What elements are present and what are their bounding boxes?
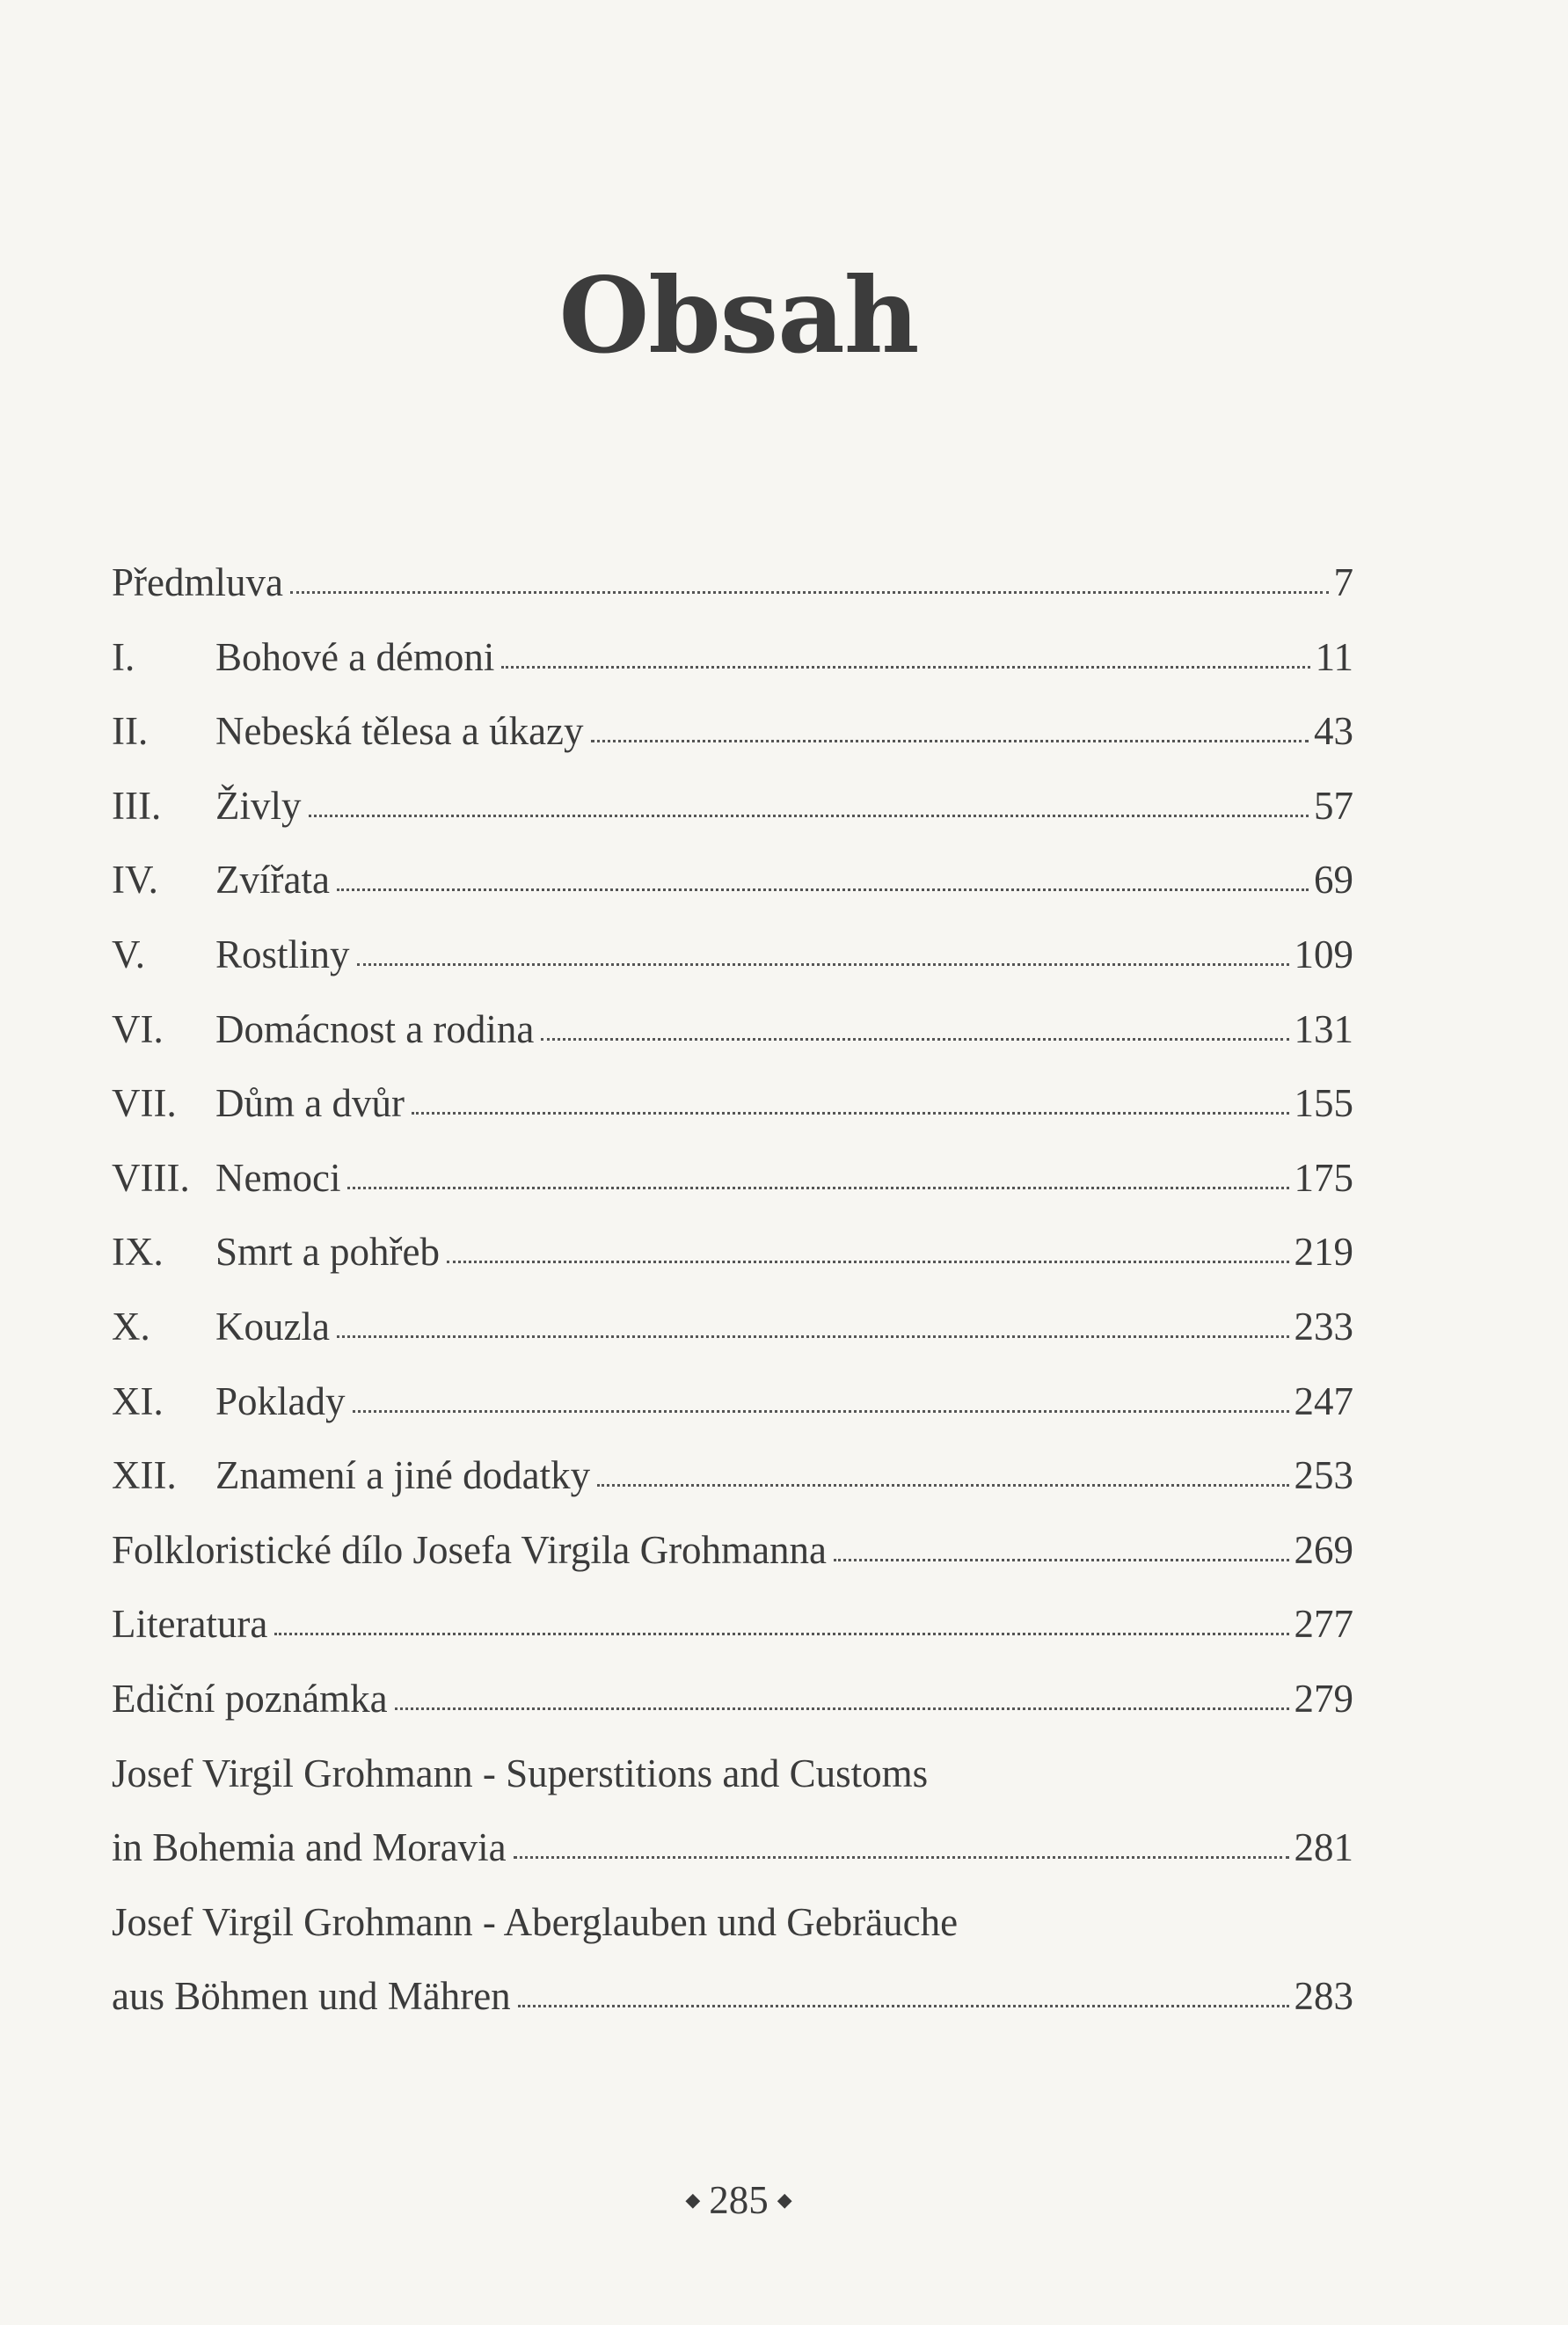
toc-entry [112, 709, 1353, 786]
chapter-number: IV. [112, 858, 158, 903]
toc-entry [112, 1304, 1353, 1382]
page-number-ref: 281 [1294, 1825, 1353, 1870]
page-number-ref: 131 [1294, 1006, 1353, 1051]
page-number-ref: 247 [1294, 1378, 1353, 1423]
page-number-ref: 277 [1294, 1602, 1353, 1647]
chapter-title: Literatura [112, 1602, 268, 1647]
toc-entry [112, 1825, 1353, 1903]
chapter-title: Nebeská tělesa a úkazy [215, 709, 584, 754]
page-title: Obsah [558, 254, 919, 377]
chapter-title: Ediční poznámka [112, 1676, 388, 1721]
page-number-ref: 43 [1314, 709, 1353, 754]
dot-leader [541, 1037, 1288, 1041]
chapter-number: XI. [112, 1378, 164, 1423]
page-number-ref: 219 [1294, 1230, 1353, 1275]
chapter-number: VII. [112, 1081, 177, 1126]
chapter-title: Bohové a démoni [215, 634, 495, 679]
dot-leader [274, 1632, 1288, 1635]
chapter-title: aus Böhmen und Mähren [112, 1974, 511, 2019]
toc-entry [112, 1602, 1353, 1679]
toc-entry [112, 1155, 1353, 1233]
dot-leader [337, 1334, 1289, 1338]
chapter-title: Předmluva [112, 560, 283, 604]
dot-leader [353, 1409, 1289, 1413]
page-number-ref: 57 [1314, 783, 1353, 828]
page-number-ref: 233 [1294, 1304, 1353, 1349]
dot-leader [514, 1855, 1289, 1859]
chapter-number: IX. [112, 1230, 164, 1275]
page-number-ref: 269 [1294, 1527, 1353, 1572]
dot-leader [395, 1707, 1289, 1710]
dot-leader [357, 962, 1289, 966]
chapter-number: VI. [112, 1006, 164, 1051]
chapter-title: Kouzla [215, 1304, 330, 1349]
diamond-ornament-right: ◆ [777, 2189, 792, 2211]
dot-leader [309, 814, 1309, 817]
chapter-title: Josef Virgil Grohmann - Aberglauben und Gebräuche [112, 1899, 959, 1944]
page-number-ref: 69 [1314, 858, 1353, 903]
chapter-number: XII. [112, 1453, 177, 1498]
page-number-ref: 279 [1294, 1676, 1353, 1721]
chapter-title: Rostliny [215, 932, 350, 976]
chapter-title: Živly [215, 783, 302, 828]
table-of-contents [112, 560, 1353, 2051]
page-number-ref: 253 [1294, 1453, 1353, 1498]
chapter-title: Poklady [215, 1378, 346, 1423]
toc-entry [112, 1899, 1353, 1978]
toc-entry [112, 1081, 1353, 1159]
dot-leader [591, 739, 1309, 742]
chapter-number: V. [112, 932, 145, 976]
dot-leader [834, 1558, 1288, 1561]
toc-entry [112, 860, 1353, 935]
page-number: 285 [709, 2178, 769, 2222]
dot-leader [501, 665, 1309, 669]
chapter-title: Josef Virgil Grohmann - Superstitions and Customs [112, 1751, 929, 1795]
page-number-ref: 11 [1315, 634, 1353, 679]
dot-leader [337, 888, 1309, 891]
chapter-title: Folkloristické dílo Josefa Virgila Grohmanna [112, 1527, 828, 1572]
toc-entry [112, 1974, 1353, 2051]
page-number-ref: 109 [1294, 932, 1353, 976]
dot-leader [412, 1111, 1289, 1115]
toc-entry [112, 1676, 1353, 1754]
toc-entry [112, 932, 1353, 1010]
dot-leader [447, 1260, 1289, 1263]
page-number-ref: 7 [1333, 560, 1353, 604]
page-footer [0, 2177, 1477, 2223]
chapter-number: III. [112, 783, 162, 828]
chapter-title: Domácnost a rodina [215, 1006, 535, 1051]
page-number-ref: 175 [1294, 1155, 1353, 1200]
dot-leader [347, 1186, 1288, 1189]
toc-entry [112, 560, 1353, 638]
toc-entry [112, 1453, 1353, 1531]
page-number-ref: 283 [1294, 1974, 1353, 2019]
dot-leader [597, 1483, 1288, 1487]
chapter-number: II. [112, 709, 149, 754]
chapter-title: Znamení a jiné dodatky [215, 1453, 591, 1498]
toc-entry [112, 634, 1353, 713]
dot-leader [290, 590, 1329, 594]
toc-entry [112, 1006, 1353, 1085]
chapter-number: I. [112, 634, 135, 679]
chapter-title: Zvířata [215, 858, 330, 903]
toc-entry [112, 1527, 1353, 1605]
chapter-title: Nemoci [215, 1155, 341, 1200]
diamond-ornament-left: ◆ [685, 2189, 701, 2211]
toc-entry [112, 1232, 1353, 1307]
page-number-ref: 155 [1294, 1081, 1353, 1126]
toc-entry [112, 1751, 1353, 1829]
chapter-number: VIII. [112, 1155, 190, 1200]
dot-leader [518, 2004, 1289, 2007]
toc-entry [112, 1378, 1353, 1457]
chapter-title: in Bohemia and Moravia [112, 1825, 507, 1870]
chapter-title: Smrt a pohřeb [215, 1230, 440, 1275]
chapter-number: X. [112, 1304, 150, 1349]
chapter-title: Dům a dvůr [215, 1081, 405, 1126]
toc-entry [112, 783, 1353, 861]
